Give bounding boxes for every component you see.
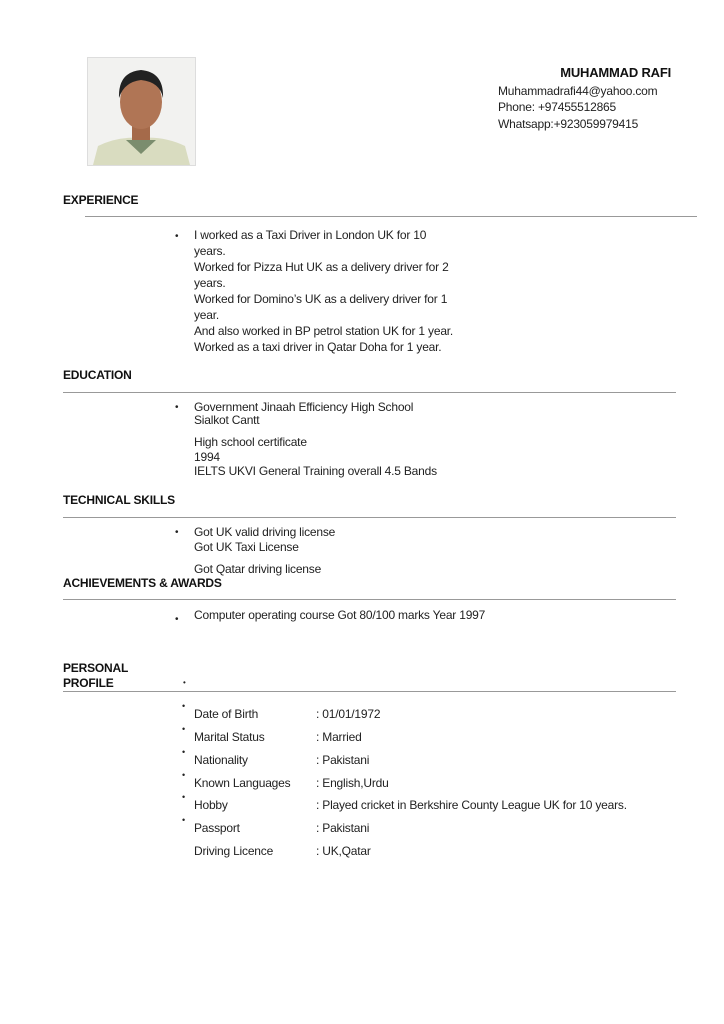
phone: Phone: +97455512865 (498, 100, 616, 114)
education-line: IELTS UKVI General Training overall 4.5 Bands (194, 464, 437, 478)
profile-label: Known Languages (194, 776, 291, 790)
profile-heading: PROFILE (63, 676, 114, 690)
divider (85, 216, 697, 217)
bullet-icon: • (175, 527, 179, 538)
experience-line: years. (194, 244, 226, 258)
divider (63, 517, 676, 518)
bullet-icon: • (175, 614, 179, 625)
bullet-icon: • (183, 678, 186, 687)
skill-line: Got UK valid driving license (194, 525, 336, 539)
bullet-icon: • (175, 402, 179, 413)
skill-line: Got UK Taxi License (194, 540, 299, 554)
profile-value: : Pakistani (316, 753, 370, 767)
profile-label: Marital Status (194, 730, 265, 744)
profile-photo (87, 57, 196, 166)
profile-heading: PERSONAL (63, 661, 129, 675)
skills-heading: TECHNICAL SKILLS (63, 493, 175, 507)
skill-line: Got Qatar driving license (194, 562, 322, 576)
experience-heading: EXPERIENCE (63, 193, 139, 207)
candidate-name: MUHAMMAD RAFI (560, 65, 671, 80)
bullet-icon: • (182, 792, 186, 802)
profile-value: : 01/01/1972 (316, 707, 381, 721)
experience-line: I worked as a Taxi Driver in London UK for 10 (194, 228, 427, 242)
divider (63, 392, 676, 393)
profile-value: : Married (316, 730, 362, 744)
profile-label: Driving Licence (194, 844, 274, 858)
email: Muhammadrafi44@yahoo.com (498, 84, 658, 98)
divider (63, 691, 676, 692)
profile-value: : Pakistani (316, 821, 370, 835)
profile-value: : UK,Qatar (316, 844, 371, 858)
bullet-icon: • (182, 724, 186, 734)
profile-value: : English,Urdu (316, 776, 389, 790)
experience-line: Worked as a taxi driver in Qatar Doha for 1 year. (194, 340, 442, 354)
profile-label: Nationality (194, 753, 248, 767)
bullet-icon: • (182, 815, 186, 825)
profile-label: Date of Birth (194, 707, 259, 721)
awards-heading: ACHIEVEMENTS & AWARDS (63, 576, 222, 590)
divider (63, 599, 676, 600)
experience-line: years. (194, 276, 226, 290)
education-line: Government Jinaah Efficiency High School (194, 400, 414, 414)
whatsapp: Whatsapp:+923059979415 (498, 117, 639, 131)
experience-line: And also worked in BP petrol station UK for 1 year. (194, 324, 454, 338)
bullet-icon: • (182, 747, 186, 757)
experience-line: year. (194, 308, 220, 322)
experience-line: Worked for Domino’s UK as a delivery driver for 1 (194, 292, 448, 306)
bullet-icon: • (182, 701, 186, 711)
profile-label: Hobby (194, 798, 228, 812)
award-line: Computer operating course Got 80/100 marks Year 1997 (194, 608, 486, 622)
experience-line: Worked for Pizza Hut UK as a delivery driver for 2 (194, 260, 449, 274)
education-line: Sialkot Cantt (194, 413, 260, 427)
bullet-icon: • (175, 231, 179, 242)
profile-value: : Played cricket in Berkshire County League UK for 10 years. (316, 798, 627, 812)
education-line: 1994 (194, 450, 220, 464)
education-heading: EDUCATION (63, 368, 132, 382)
bullet-icon: • (182, 770, 186, 780)
profile-label: Passport (194, 821, 240, 835)
education-line: High school certificate (194, 435, 307, 449)
